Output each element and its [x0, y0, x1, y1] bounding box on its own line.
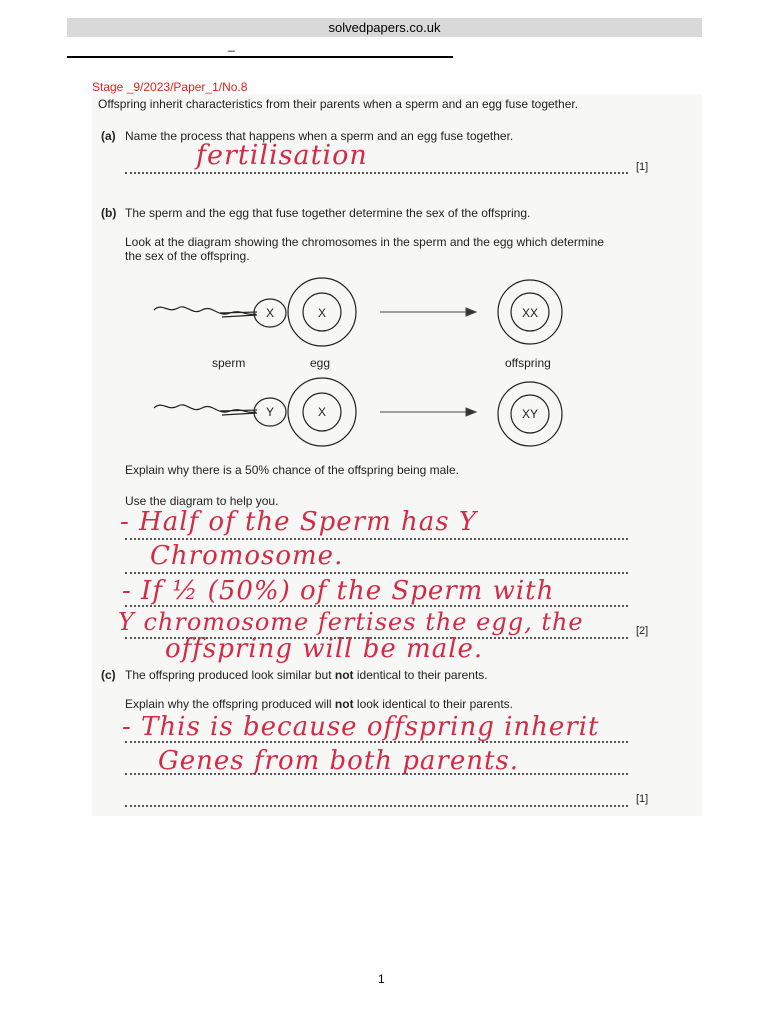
- page-number: 1: [378, 972, 385, 986]
- part-c-mark: [1]: [636, 793, 649, 805]
- sperm-chromosome-2: Y: [265, 405, 275, 419]
- answer-line: [125, 538, 628, 540]
- chromosome-diagram: [150, 272, 570, 464]
- part-a-label: (a): [101, 129, 116, 143]
- part-c-explain-emphasis: not: [334, 697, 354, 711]
- sperm-tail: [154, 307, 256, 315]
- egg-chromosome-1: X: [317, 306, 327, 320]
- part-c-question-post: identical to their parents.: [353, 668, 488, 682]
- part-b-instruction-1: Look at the diagram showing the chromosomes in the sperm and the egg which determine: [125, 235, 604, 249]
- answer-line: [125, 741, 628, 743]
- header-mark: _: [228, 38, 235, 52]
- answer-line: [125, 773, 628, 775]
- site-banner: solvedpapers.co.uk: [67, 18, 702, 37]
- part-c-explain-post: look identical to their parents.: [353, 697, 513, 711]
- part-b-answer-line-4: Y chromosome fertises the egg, the: [118, 608, 584, 636]
- sperm-midpiece: [220, 312, 257, 313]
- part-b-answer-line-3: - If ½ (50%) of the Sperm with: [122, 576, 555, 606]
- part-b-answer-line-1: - Half of the Sperm has Y: [120, 507, 478, 537]
- answer-line: [125, 172, 628, 174]
- egg-label: egg: [310, 356, 331, 370]
- part-c-explain-pre: Explain why the offspring produced will: [125, 697, 335, 711]
- part-c-explain: [125, 697, 513, 711]
- intro-text: Offspring inherit characteristics from their parents when a sperm and an egg fuse together.: [98, 97, 579, 111]
- part-c-answer-line-2: Genes from both parents.: [158, 746, 520, 776]
- egg-chromosome-2: X: [317, 405, 327, 419]
- part-b-instruction-2: the sex of the offspring.: [125, 249, 250, 263]
- answer-line: [125, 572, 628, 574]
- part-a-mark: [1]: [636, 161, 649, 173]
- part-c-answer-line-1: - This is because offspring inherit: [122, 712, 600, 742]
- part-b-explain: Explain why there is a 50% chance of the offspring being male.: [125, 463, 459, 477]
- part-c-label: (c): [101, 668, 116, 682]
- part-b-answer-line-2: Chromosome.: [150, 541, 344, 571]
- part-c-question: [125, 668, 488, 682]
- offspring-label: offspring: [505, 356, 551, 370]
- answer-line: [125, 605, 628, 607]
- offspring-chromosomes-1: XX: [521, 306, 539, 320]
- part-b-use-diagram: Use the diagram to help you.: [125, 494, 279, 508]
- part-c-question-pre: The offspring produced look similar but: [125, 668, 335, 682]
- part-a-answer: fertilisation: [196, 140, 368, 171]
- part-b-answer-line-5: offspring will be male.: [165, 634, 484, 664]
- sperm-chromosome-1: X: [265, 306, 275, 320]
- part-a-question: Name the process that happens when a sperm and an egg fuse together.: [125, 129, 514, 143]
- header-rule: [67, 56, 453, 58]
- part-b-question: The sperm and the egg that fuse together determine the sex of the offspring.: [125, 206, 531, 220]
- sperm-tail: [154, 405, 256, 413]
- part-c-question-emphasis: not: [334, 668, 354, 682]
- part-b-mark: [2]: [636, 625, 649, 637]
- offspring-chromosomes-2: XY: [521, 407, 539, 421]
- part-b-label: (b): [101, 206, 117, 220]
- answer-line: [125, 805, 628, 807]
- question-reference: Stage _9/2023/Paper_1/No.8: [92, 80, 248, 94]
- sperm-label: sperm: [212, 356, 246, 370]
